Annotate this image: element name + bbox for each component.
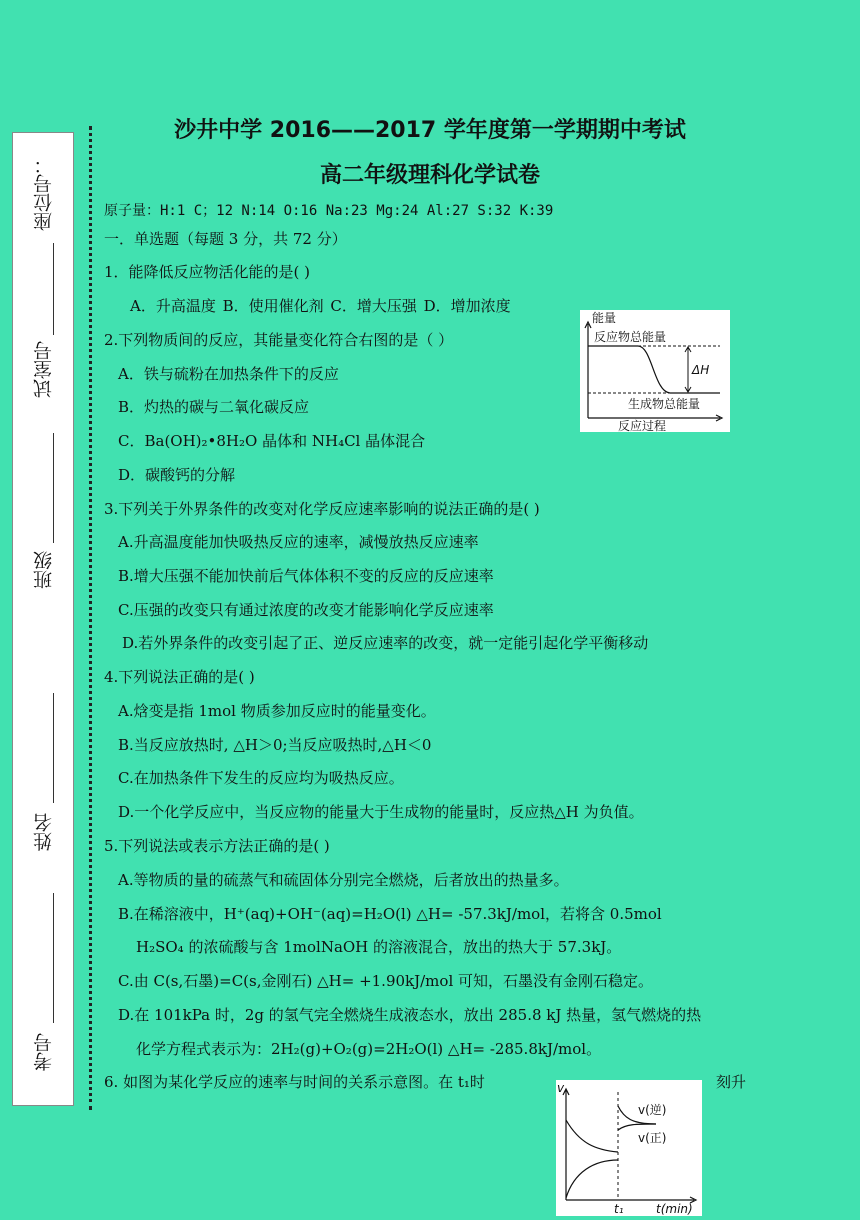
forward-rise-curve (566, 1160, 618, 1198)
rate-x-label: t(min) (656, 1202, 693, 1216)
t1-label: t₁ (614, 1202, 624, 1216)
q3-option-d: D.若外界条件的改变引起了正、逆反应速率的改变，就一定能引起化学平衡移动 (122, 634, 649, 652)
q5-option-d1: D.在 101kPa 时，2g 的氢气完全燃烧生成液态水，放出 285.8 kJ 热量，氢气燃烧的热 (118, 1006, 702, 1024)
room-line (53, 243, 54, 335)
q2-option-d: D．碳酸钙的分解 (118, 466, 236, 484)
name-label: 姓名 (33, 813, 55, 851)
class-label: 班级 (33, 551, 55, 589)
name-line (53, 693, 54, 803)
room-label: 试室号 (33, 341, 55, 399)
q1-options: A．升高温度 B．使用催化剂 C．增大压强 D．增加浓度 (130, 297, 511, 315)
q5-option-d2: 化学方程式表示为：2H₂(g)+O₂(g)=2H₂O(l) △H= -285.8kJ/mol。 (136, 1040, 602, 1058)
q4-option-b: B.当反应放热时, △H＞0;当反应吸热时,△H＜0 (118, 736, 432, 754)
q1-stem: 1．能降低反应物活化能的是( ) (104, 263, 311, 281)
seat-label: 座位号： (33, 155, 55, 231)
class-line (53, 433, 54, 543)
exam-subtitle: 高二年级理科化学试卷 (319, 163, 540, 188)
exam-no-label: 考号 (33, 1033, 55, 1071)
q2-option-a: A．铁与硫粉在加热条件下的反应 (118, 365, 339, 383)
q6-stem: 6. 如图为某化学反应的速率与时间的关系示意图。在 t₁时 (104, 1073, 485, 1091)
exam-title: 沙井中学 2016——2017 学年度第一学期期中考试 (174, 118, 686, 143)
q5-option-c: C.由 C(s,石墨)=C(s,金刚石) △H= +1.90kJ/mol 可知，石墨没有金刚石稳定。 (118, 972, 654, 990)
q4-option-a: A.焓变是指 1mol 物质参加反应时的能量变化。 (118, 702, 436, 720)
q2-option-b: B．灼热的碳与二氧化碳反应 (118, 398, 310, 416)
product-label: 生成物总能量 (628, 397, 701, 411)
q3-stem: 3.下列关于外界条件的改变对化学反应速率影响的说法正确的是( ) (104, 500, 540, 518)
energy-diagram (580, 310, 730, 432)
q4-option-c: C.在加热条件下发生的反应均为吸热反应。 (118, 769, 404, 787)
rate-time-graph (556, 1080, 702, 1216)
binding-strip (12, 132, 74, 1106)
energy-x-label: 反应过程 (618, 419, 667, 432)
reverse-rate-label: v(逆) (638, 1103, 667, 1117)
delta-h-label: ΔH (692, 363, 710, 377)
forward-rate-label: v(正) (638, 1131, 667, 1145)
q3-option-c: C.压强的改变只有通过浓度的改变才能影响化学反应速率 (118, 601, 494, 619)
cut-line (89, 126, 92, 1110)
q3-option-a: A.升高温度能加快吸热反应的速率，减慢放热反应速率 (118, 533, 479, 551)
q4-option-d: D.一个化学反应中，当反应物的能量大于生成物的能量时，反应热△H 为负值。 (118, 803, 644, 821)
reactant-label: 反应物总能量 (594, 330, 667, 344)
q2-option-c: C．Ba(OH)₂•8H₂O 晶体和 NH₄Cl 晶体混合 (118, 432, 426, 450)
atomic-mass-line: 原子量：H:1 C；12 N:14 O:16 Na:23 Mg:24 Al:27 S:32 K:39 (104, 203, 554, 219)
forward-rate-curve (618, 1124, 656, 1130)
energy-y-label: 能量 (592, 311, 617, 325)
q5-option-a: A.等物质的量的硫蒸气和硫固体分别完全燃烧，后者放出的热量多。 (118, 871, 569, 889)
section-heading: 一．单选题（每题 3 分，共 72 分） (104, 230, 347, 248)
q6-stem-tail: 刻升 (716, 1073, 747, 1091)
q3-option-b: B.增大压强不能加快前后气体体积不变的反应的反应速率 (118, 567, 494, 585)
q4-stem: 4.下列说法正确的是( ) (104, 668, 255, 686)
reverse-decay-curve (566, 1120, 618, 1152)
q5-option-b2: H₂SO₄ 的浓硫酸与含 1molNaOH 的溶液混合，放出的热大于 57.3kJ。 (136, 938, 622, 956)
q5-option-b1: B.在稀溶液中，H⁺(aq)+OH⁻(aq)=H₂O(l) △H= -57.3kJ/mol，若将含 0.5mol (118, 905, 662, 923)
rate-y-label: v (557, 1081, 565, 1095)
q2-stem: 2.下列物质间的反应，其能量变化符合右图的是（ ） (104, 331, 454, 349)
q5-stem: 5.下列说法或表示方法正确的是( ) (104, 837, 330, 855)
exam-no-line (53, 893, 54, 1023)
